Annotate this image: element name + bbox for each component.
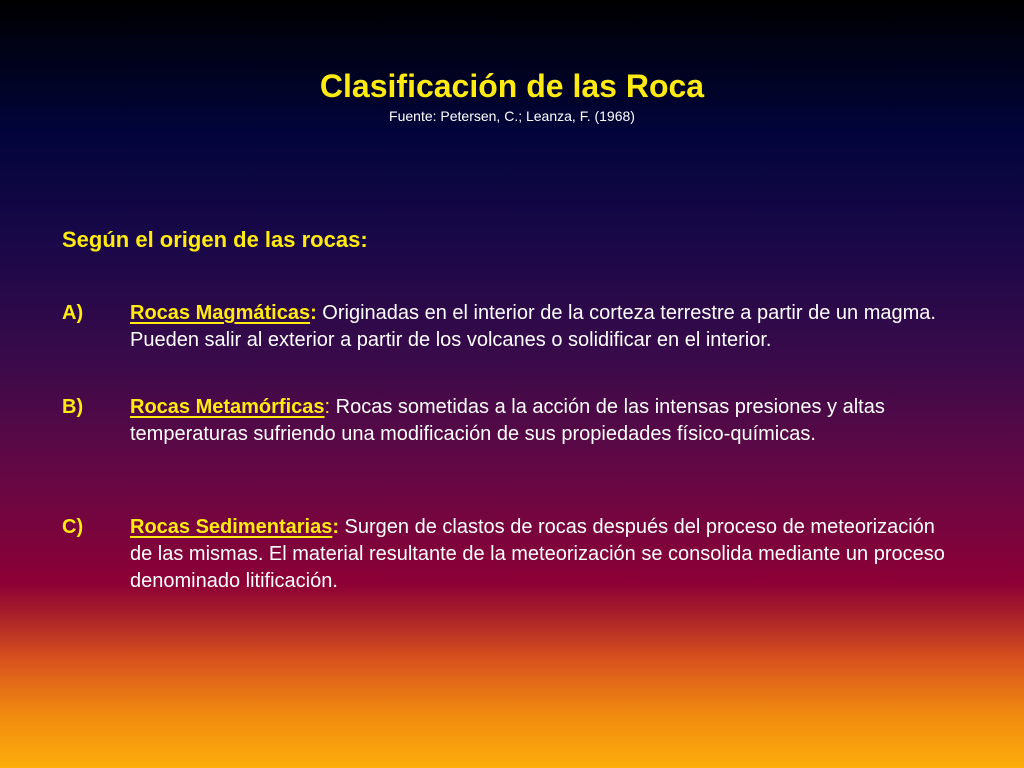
term-colon: : — [324, 396, 331, 418]
section-heading: Según el origen de las rocas: — [62, 227, 368, 252]
item-body — [130, 300, 962, 354]
term-rocas-sedimentarias: Rocas Sedimentarias — [130, 516, 333, 538]
item-letter: A) — [62, 302, 84, 324]
term-rocas-magmaticas: Rocas Magmáticas — [130, 302, 311, 324]
term-colon: : — [332, 516, 339, 538]
item-body — [130, 394, 962, 448]
item-description: Rocas sometidas a la acción de las intensas presiones y altas temperaturas sufriendo una modificación de sus propiedades físico-químicas. — [130, 396, 885, 445]
item-letter: C) — [62, 516, 84, 538]
item-body — [130, 514, 962, 595]
item-description: Surgen de clastos de rocas después del proceso de meteorización de las mismas. El material resultante de la meteorización se consolida mediante un proceso denominado litificación. — [130, 516, 945, 592]
term-colon: : — [310, 302, 317, 324]
slide-title: Clasificación de las Roca — [319, 68, 705, 104]
source-citation: Fuente: Petersen, C.; Leanza, F. (1968) — [389, 108, 635, 124]
term-rocas-metamorficas: Rocas Metamórficas — [130, 396, 325, 418]
item-description: Originadas en el interior de la corteza terrestre a partir de un magma. Pueden salir al exterior a partir de los volcanes o solidificar en el interior. — [130, 302, 936, 351]
item-letter: B) — [62, 396, 84, 418]
